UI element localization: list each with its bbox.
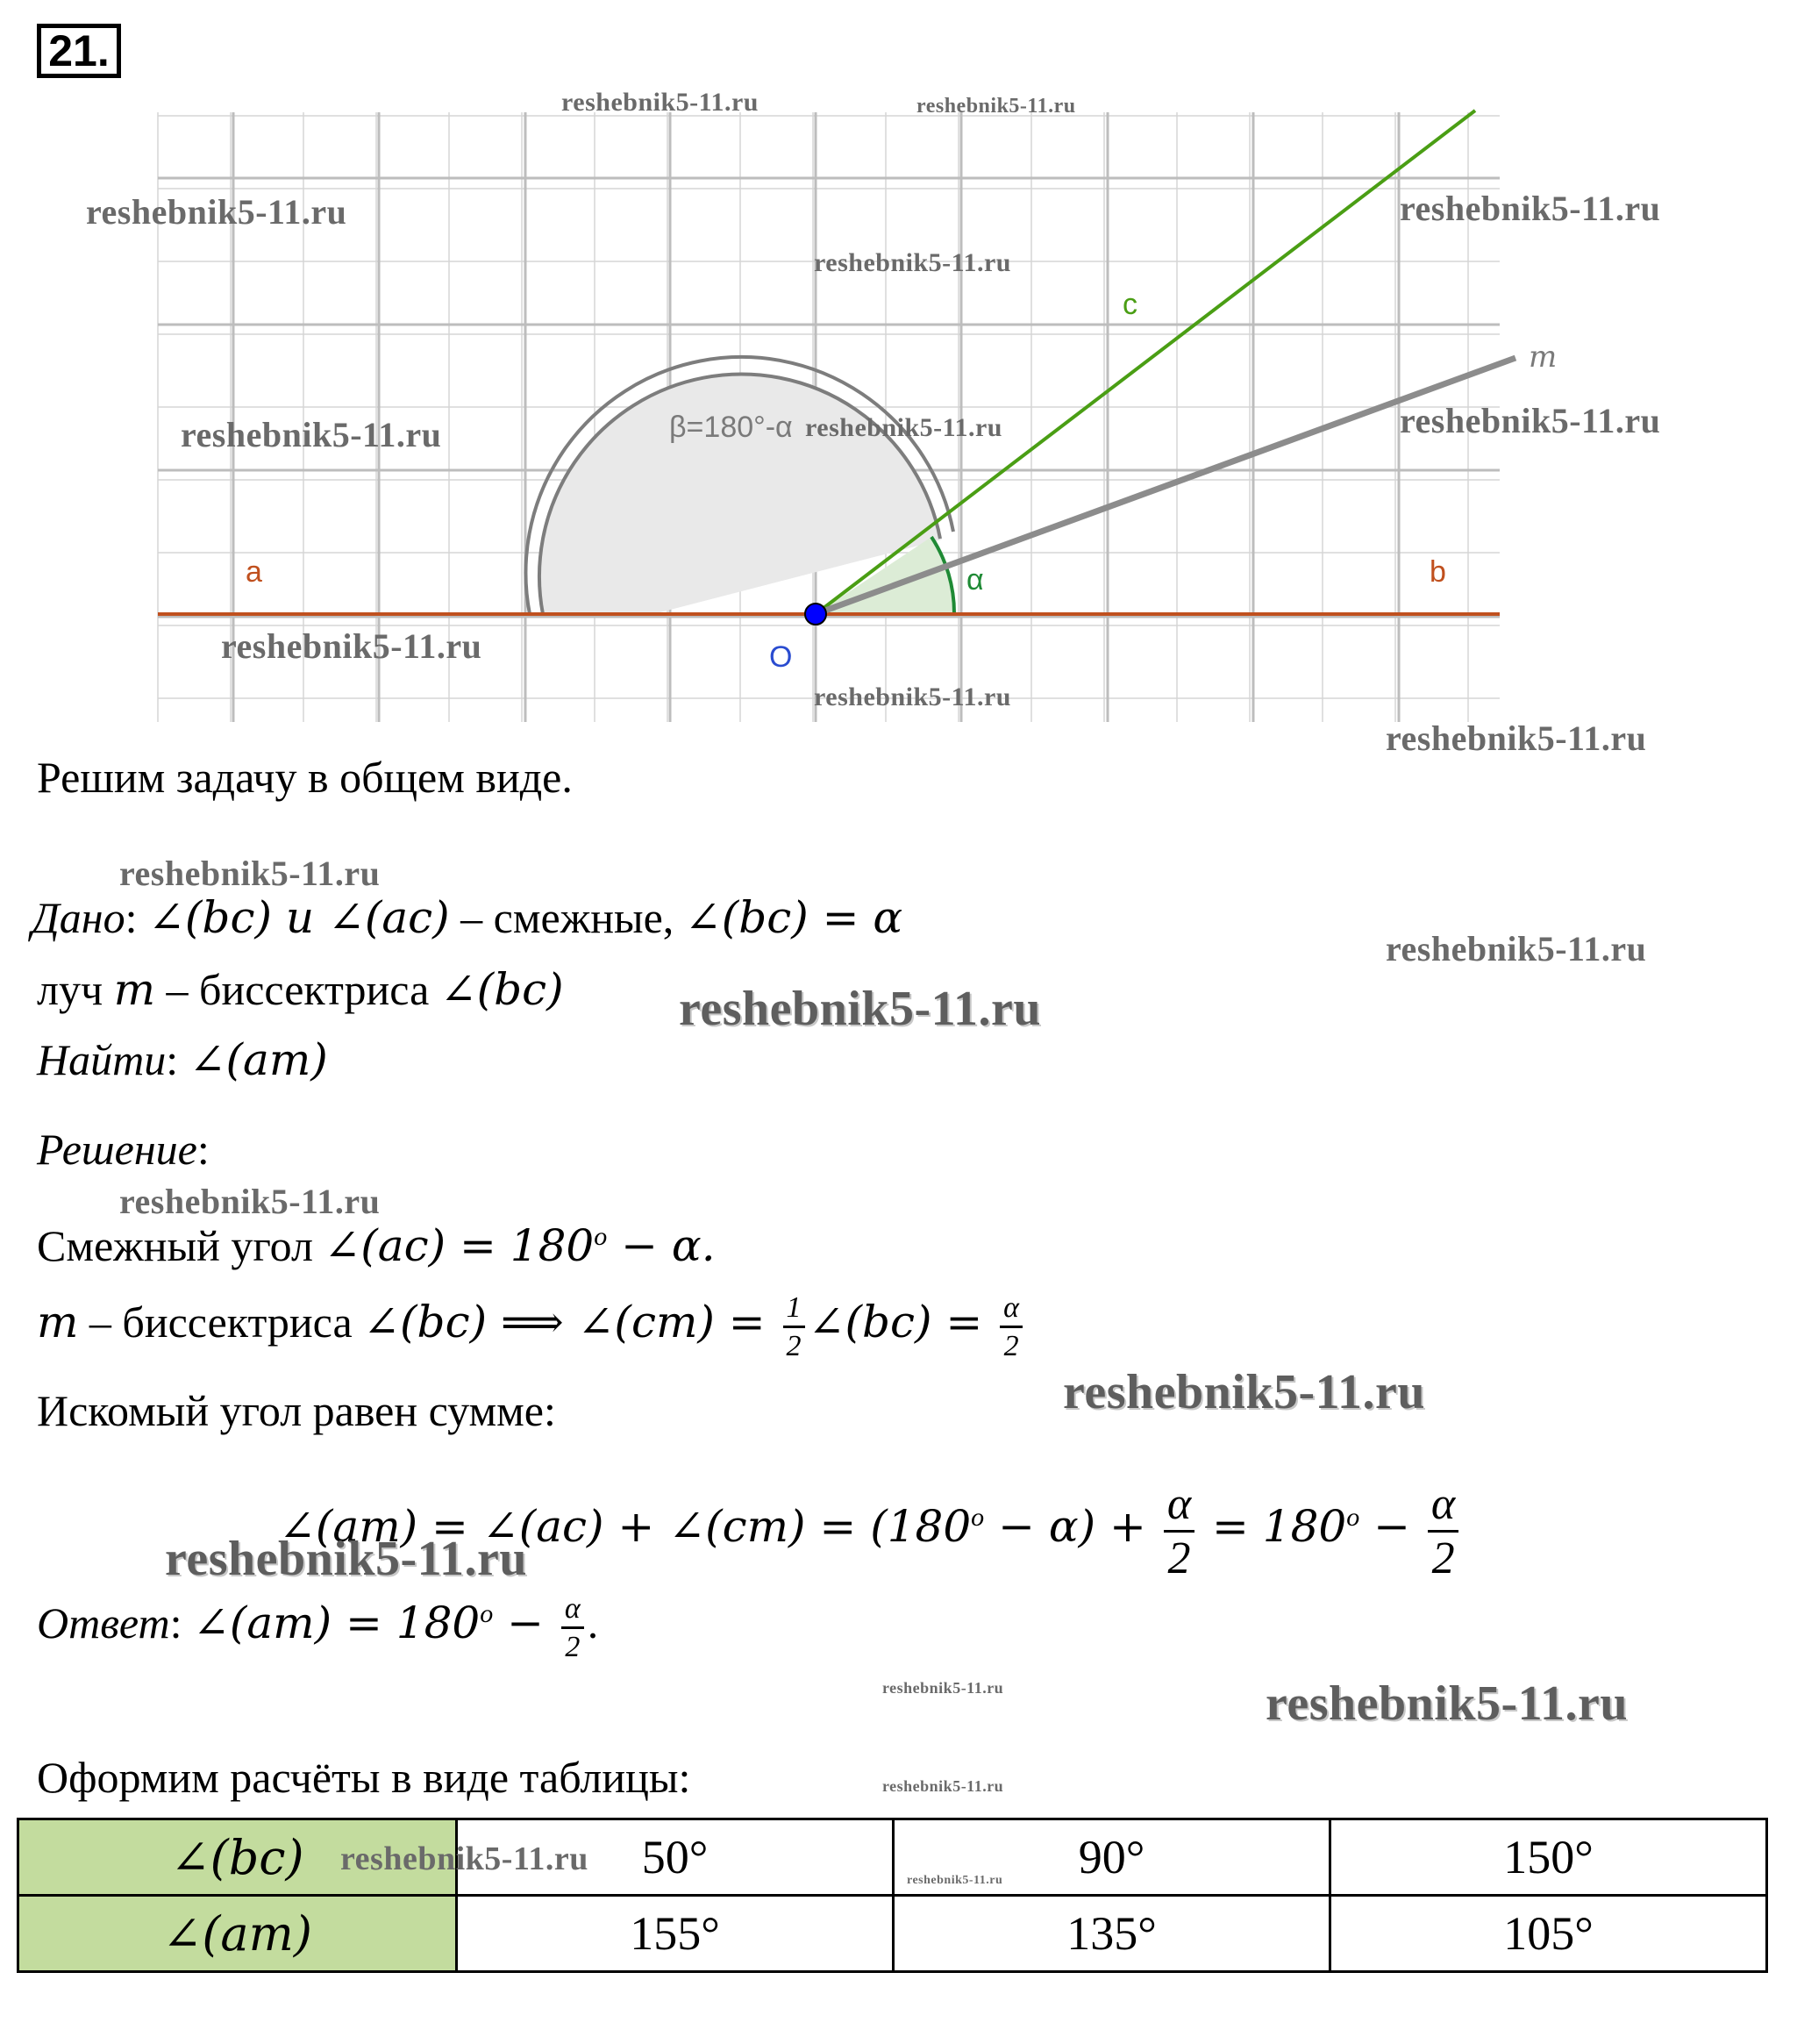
given-math-2: ∠(bc) = α (684, 892, 903, 943)
label-alpha: α (966, 563, 984, 597)
intro-text: Решим задачу в общем виде. (37, 753, 573, 802)
step1-sup: o (594, 1222, 608, 1251)
find-line: Найти: ∠(am) (37, 1034, 328, 1085)
watermark: reshebnik5-11.ru (119, 1182, 381, 1221)
label-o: O (769, 640, 793, 674)
formula-part-b: − α) + (984, 1501, 1160, 1552)
step2-fraction-half: $\frac{1}{2}$ (783, 1293, 805, 1361)
formula-sup-2: o (1346, 1503, 1360, 1532)
solution-label-line: Решение: (37, 1125, 210, 1174)
table-cell: 50° (457, 1819, 894, 1896)
given-line2-text-a: луч (37, 965, 114, 1014)
given-line2-math: ∠(bc) (439, 964, 564, 1015)
solution-label: Решение (37, 1125, 197, 1174)
watermark: reshebnik5-11.ru (882, 1679, 1004, 1697)
given-line2-m: m (113, 964, 156, 1015)
solution-step-2 (37, 1283, 1026, 1361)
table-cell: 135° (894, 1896, 1330, 1972)
watermark: reshebnik5-11.ru (1386, 718, 1647, 758)
table-cell: 105° (1330, 1896, 1767, 1972)
given-line-2 (37, 963, 564, 1016)
formula-fraction-2: $\frac{\alpha}{2}$ (1428, 1482, 1458, 1582)
watermark: reshebnik5-11.ru (340, 1840, 588, 1877)
given-line2-text-b: – биссектриса (155, 965, 440, 1014)
given-label: Дано (32, 893, 125, 942)
step2-math-1: ∠(bc) ⟹ ∠(cm) = (363, 1297, 780, 1347)
given-text-1: – смежные, (449, 893, 685, 942)
step1-math: ∠(ac) = 180 (324, 1220, 595, 1271)
label-m: m (1529, 339, 1558, 375)
step1-tail: − α. (607, 1220, 716, 1271)
answer-end: . (587, 1598, 599, 1647)
watermark: reshebnik5-11.ru (221, 626, 482, 666)
find-label: Найти (37, 1035, 167, 1084)
watermark: reshebnik5-11.ru (86, 192, 347, 232)
step2-fraction-alpha: $\frac{\alpha}{2}$ (1000, 1293, 1023, 1361)
find-math: ∠(am) (189, 1034, 328, 1085)
watermark: reshebnik5-11.ru (119, 854, 381, 893)
step2-m: m (37, 1297, 79, 1347)
label-a: a (246, 555, 262, 589)
step1-text: Смежный угол (37, 1221, 324, 1270)
watermark: reshebnik5-11.ru (907, 1874, 1003, 1887)
watermark: reshebnik5-11.ru (1063, 1365, 1426, 1419)
table-row (18, 1819, 1767, 1896)
solution-step-3: Искомый угол равен сумме: (37, 1386, 556, 1435)
given-math-1: ∠(bc) и ∠(ac) (148, 892, 450, 943)
watermark: reshebnik5-11.ru (1400, 401, 1661, 440)
watermark: reshebnik5-11.ru (181, 415, 442, 454)
given-line-1: Дано: ∠(bc) и ∠(ac) – смежные, ∠(bc) = α (32, 892, 903, 943)
answer-fraction: $\frac{\alpha}{2}$ (561, 1594, 584, 1662)
ray-c (816, 111, 1475, 614)
answer-math: ∠(am) = 180 (192, 1597, 481, 1648)
label-c: c (1123, 288, 1137, 321)
watermark: reshebnik5-11.ru (1266, 1676, 1629, 1731)
calculation-table (17, 1818, 1768, 1973)
problem-number: 21. (37, 24, 121, 78)
answer-sup: o (480, 1599, 494, 1628)
step2-math-2: ∠(bc) = (808, 1297, 997, 1347)
step2-text: – биссектриса (78, 1297, 364, 1347)
watermark: reshebnik5-11.ru (561, 88, 759, 117)
watermark: reshebnik5-11.ru (165, 1532, 528, 1586)
table-intro: Оформим расчёты в виде таблицы: (37, 1753, 691, 1802)
row-header-am: ∠(am) (18, 1896, 457, 1972)
table-cell: 90° (894, 1819, 1330, 1896)
answer-label: Ответ (37, 1598, 170, 1647)
table-cell: 150° (1330, 1819, 1767, 1896)
watermark: reshebnik5-11.ru (679, 982, 1042, 1036)
label-beta: β=180°-α (669, 411, 793, 444)
watermark: reshebnik5-11.ru (916, 95, 1076, 118)
formula-part-a: ∠(am) = ∠(ac) + ∠(cm) = (180 (279, 1501, 972, 1552)
watermark: reshebnik5-11.ru (814, 248, 1011, 277)
point-o (805, 604, 826, 625)
answer-line: Ответ: ∠(am) = $180^o$ − $\frac{\alpha}{2}$ . (37, 1591, 599, 1663)
formula-part-c: = 180 (1198, 1501, 1347, 1552)
formula-sup-1: o (971, 1503, 985, 1532)
label-b: b (1430, 555, 1446, 589)
watermark: reshebnik5-11.ru (1400, 189, 1661, 228)
answer-tail: − (493, 1597, 558, 1648)
formula-fraction-1: $\frac{\alpha}{2}$ (1164, 1482, 1194, 1582)
watermark: reshebnik5-11.ru (814, 683, 1011, 711)
table-row (18, 1896, 1767, 1972)
watermark: reshebnik5-11.ru (1386, 929, 1647, 968)
watermark: reshebnik5-11.ru (882, 1777, 1004, 1795)
watermark: reshebnik5-11.ru (805, 413, 1002, 442)
formula-part-d: − (1359, 1501, 1424, 1552)
row-header-bc: ∠(bc) (18, 1819, 457, 1896)
table-cell: 155° (457, 1896, 894, 1972)
